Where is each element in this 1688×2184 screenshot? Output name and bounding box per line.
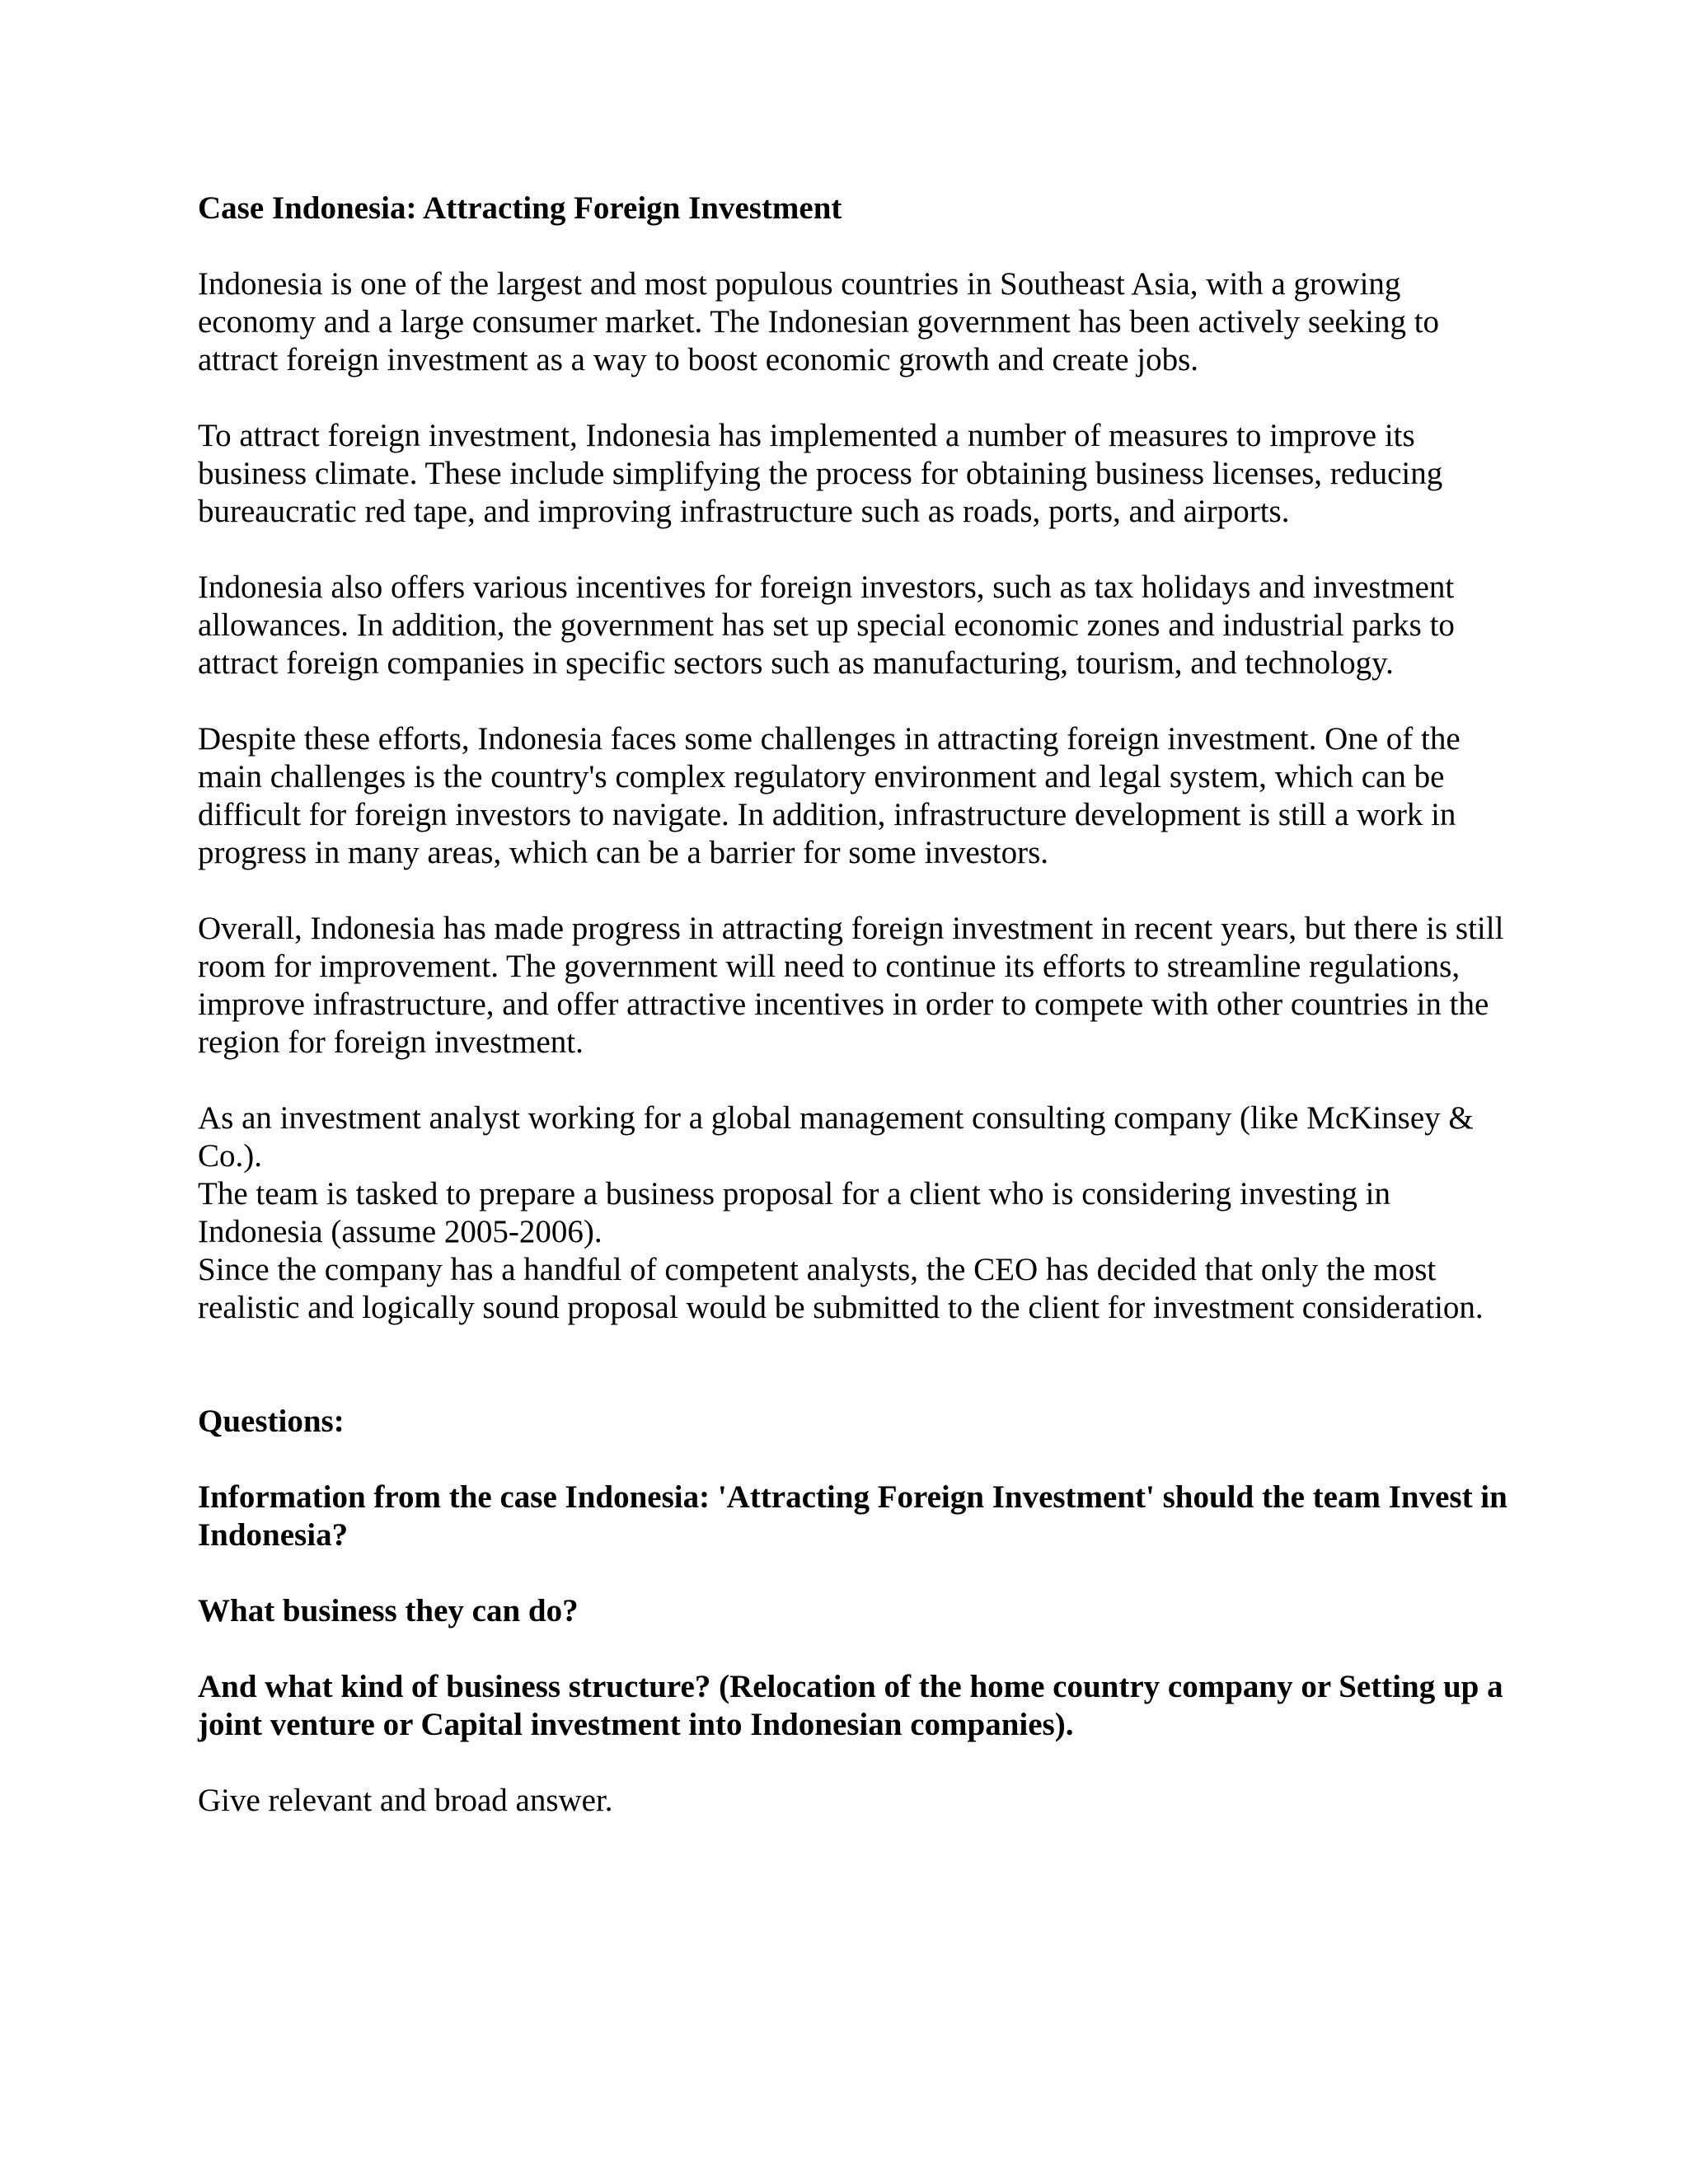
context-line-selection: Since the company has a handful of competent analysts, the CEO has decided that only the most realistic and logically sound proposal would be submitted to the client for investment consideration. bbox=[198, 1252, 1484, 1325]
paragraph-overview: Indonesia is one of the largest and most populous countries in Southeast Asia, with a growing economy and a large consumer market. The Indonesian government has been actively seeking to attract foreign investment as a way to boost economic growth and create jobs. bbox=[198, 266, 1440, 377]
document-title: Case Indonesia: Attracting Foreign Investment bbox=[198, 190, 842, 226]
paragraph-measures: To attract foreign investment, Indonesia has implemented a number of measures to improve its business climate. These include simplifying the process for obtaining business licenses, reducing bureaucratic red tape, and improving infrastructure such as roads, ports, and airports. bbox=[198, 418, 1443, 529]
question-structure: And what kind of business structure? (Relocation of the home country company or Setting up a joint venture or Capital investment into Indonesian companies). bbox=[198, 1669, 1503, 1742]
context-line-task: The team is tasked to prepare a business proposal for a client who is considering investing in Indonesia (assume 2005-2006). bbox=[198, 1176, 1390, 1249]
question-business: What business they can do? bbox=[198, 1593, 579, 1629]
paragraph-challenges: Despite these efforts, Indonesia faces some challenges in attracting foreign investment. One of the main challenges is the country's complex regulatory environment and legal system, which can be difficult for foreign investors to navigate. In addition, infrastructure development is still a work in progress in many areas, which can be a barrier for some investors. bbox=[198, 721, 1461, 870]
context-line-role: As an investment analyst working for a global management consulting company (like McKinsey & Co.). bbox=[198, 1100, 1474, 1174]
questions-heading: Questions: bbox=[198, 1404, 345, 1439]
paragraph-incentives: Indonesia also offers various incentives for foreign investors, such as tax holidays and investment allowances. In addition, the government has set up special economic zones and industrial parks to attract foreign companies in specific sectors such as manufacturing, tourism, and technology. bbox=[198, 569, 1455, 681]
task-context bbox=[198, 1099, 1517, 1327]
answer-instruction: Give relevant and broad answer. bbox=[198, 1783, 613, 1818]
paragraph-overall: Overall, Indonesia has made progress in attracting foreign investment in recent years, but there is still room for improvement. The government will need to continue its efforts to streamline regulations, improve infrastructure, and offer attractive incentives in order to compete with other countries in the region for foreign investment. bbox=[198, 911, 1504, 1060]
question-invest: Information from the case Indonesia: 'Attracting Foreign Investment' should the team Invest in Indonesia? bbox=[198, 1479, 1507, 1553]
document-body bbox=[198, 190, 1517, 1820]
